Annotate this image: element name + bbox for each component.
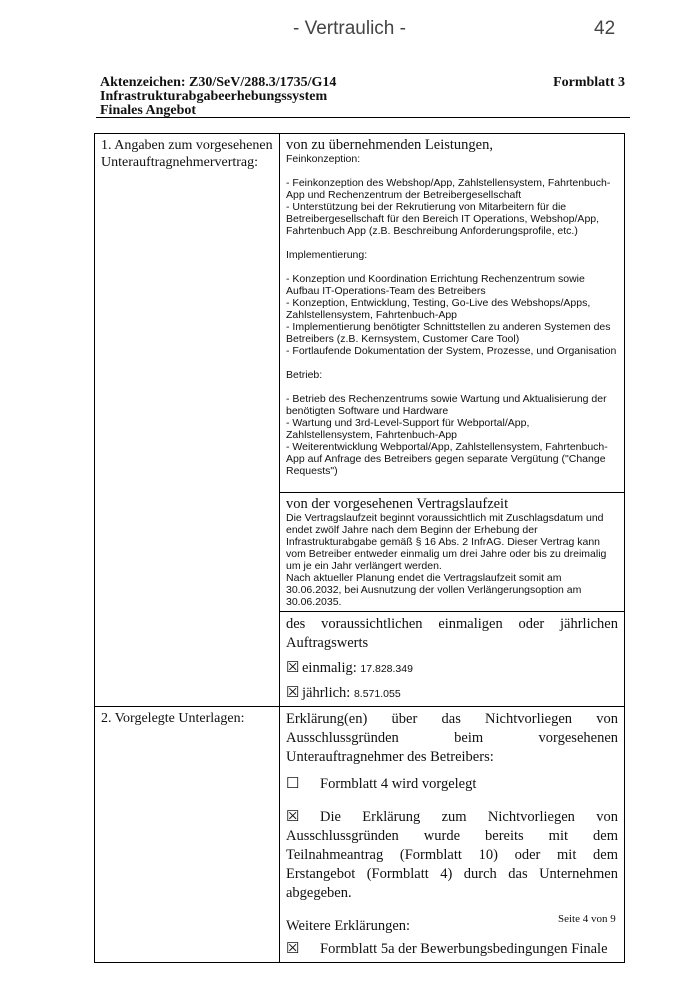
option-formblatt4 [286,775,618,794]
checked-checkbox-icon[interactable]: ☒ [286,660,300,676]
value-cell [280,612,625,707]
once-row [286,659,618,678]
table-row [95,134,625,493]
term-heading: von der vorgesehenen Vertragslaufzeit [286,496,509,512]
option-formblatt4-label: Formblatt 4 wird vorgelegt [320,776,477,792]
once-label: einmalig: [302,660,357,676]
further-declarations: Weitere Erklärungen: [286,918,411,934]
option-declaration [286,808,618,903]
services-cell [280,134,625,493]
page-footer: Seite 4 von 9 [558,913,616,925]
term-text: Die Vertragslaufzeit beginnt voraussichtlich mit Zuschlagsdatum und endet zwölf Jahre nach dem Beginn der Erhebung der Infrastrukturabgabe gemäß § 16 Abs. 2 InfrAG. Dieser Vertrag kann vom Betreiber entweder einmalig um drei Jahre oder bis zu dreimalig um je ein Jahr verlängert werden. Nach aktueller Planung endet die Vertragslaufzeit somit am 30.06.2032, bei Ausnutzung der vollen Verlängerungsoption am 30.06.2035. [286,512,607,608]
option-declaration-text: Die Erklärung zum Nichtvorliegen von Ausschlussgründen wurde bereits mit dem Teilnahmeantrag (Formblatt 10) oder mit dem Erstangebot (Formblatt 4) durch das Unternehmen abgegeben. [286,809,618,901]
impl-text: - Konzeption und Koordination Errichtung Rechenzentrum sowie Aufbau IT-Operations-Team des Betreibers - Konzeption, Entwicklung, Testing, Go-Live des Webshops/Apps, Zahlstellensystem, Fahrtenbuch-App - Implementierung benötigter Schnittstellen zu anderen Systemen des Betreibers (z.B. Kernsystem, Customer Care Tool) - Fortlaufende Dokumentation der System, Prozesse, und Organisation [286,273,617,357]
term-cell [280,493,625,612]
checked-checkbox-icon[interactable]: ☒ [286,685,300,701]
impl-title: Implementierung: [286,249,368,261]
once-value: 17.828.349 [360,663,413,675]
fein-title: Feinkonzeption: [286,153,361,165]
betrieb-text: - Betrieb des Rechenzentrums sowie Wartung und Aktualisierung der benötigten Software und Hardware - Wartung und 3rd-Level-Support für Webportal/App, Zahlstellensystem, Fahrtenbuch-App - Weiterentwicklung Webportal/App, Zahlstellensystem, Fahrtenbuch-App auf Anfrage des Betreibers gegen separate Vergütung ("Change Requests") [286,393,608,477]
form-table [94,133,625,963]
file-reference: Aktenzeichen: Z30/SeV/288.3/1735/G14 [100,75,337,90]
yearly-label: jährlich: [302,685,351,701]
confidential-label: - Vertraulich - [293,18,406,39]
form-label: Formblatt 3 [553,75,625,90]
documents-intro: Erklärung(en) über das Nichtvorliegen von Ausschlussgründen beim vorgesehenen Unterauftragnehmer des Betreibers: [286,711,618,765]
offer-type: Finales Angebot [100,103,197,118]
document-header [100,76,625,118]
header-divider [96,117,630,118]
yearly-row [286,684,618,703]
page-number: 42 [594,18,616,39]
unchecked-checkbox-icon[interactable]: ☐ [286,776,300,792]
row1-label: 1. Angaben zum vorgesehenen Unterauftragnehmervertrag: [95,134,280,707]
row2-label: 2. Vorgelegte Unterlagen: [95,707,280,963]
system-name: Infrastrukturabgabeerhebungssystem [100,89,328,104]
yearly-value: 8.571.055 [353,688,401,700]
option-formblatt5a-label: Formblatt 5a der Bewerbungsbedingungen Finale [320,941,608,957]
services-heading: von zu übernehmenden Leistungen, [286,137,493,153]
betrieb-title: Betrieb: [286,369,323,381]
checked-checkbox-icon[interactable]: ☒ [286,941,300,957]
table-row [95,707,625,963]
fein-text: - Feinkonzeption des Webshop/App, Zahlstellensystem, Fahrtenbuch-App und Rechenzentrum der Betreibergesellschaft - Unterstützung bei der Rekrutierung von Mitarbeitern für die Betreibergesellschaft für den Bereich IT Operations, Webshop/App, Fahrtenbuch App (z.B. Beschreibung Anforderungsprofile, etc.) [286,177,611,237]
value-heading: des voraussichtlichen einmaligen oder jährlichen Auftragswerts [286,616,618,651]
option-formblatt5a [286,940,618,959]
checked-checkbox-icon[interactable]: ☒ [286,809,300,825]
